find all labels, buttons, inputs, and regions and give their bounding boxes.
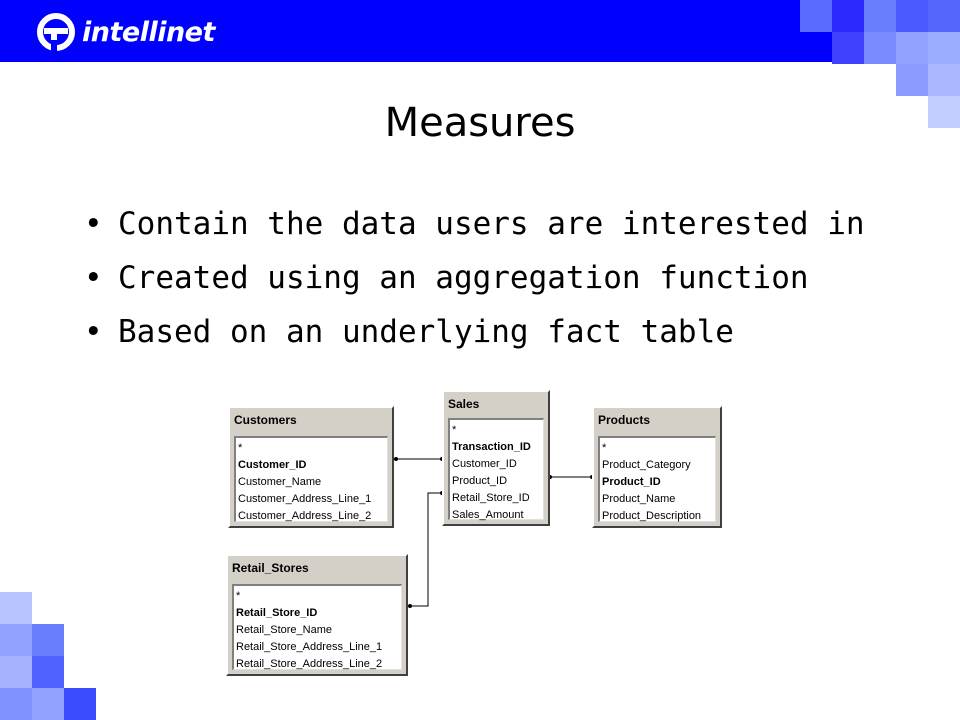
field-list: [448, 418, 544, 520]
table-field: Product_Name: [602, 493, 676, 505]
table-field: Product_ID: [452, 475, 508, 487]
table-field: Transaction_ID: [452, 441, 531, 453]
table-title: Customers: [234, 413, 297, 427]
table-field: Product_ID: [602, 476, 661, 488]
table-customers[interactable]: [228, 406, 394, 528]
table-field: Customer_ID: [452, 458, 517, 470]
bullet-dot-icon: •: [84, 314, 103, 350]
slide-title: Measures: [384, 100, 576, 146]
bullet-text: Contain the data users are interested in: [118, 206, 865, 242]
table-field: Retail_Store_ID: [236, 607, 318, 619]
bullet-text: Created using an aggregation function: [118, 260, 809, 296]
table-field: Customer_Name: [238, 476, 322, 488]
table-retail-stores[interactable]: [226, 554, 408, 676]
table-field: *: [236, 590, 241, 602]
table-field: Retail_Store_Address_Line_1: [236, 641, 383, 653]
table-field: Retail_Store_Name: [236, 624, 332, 636]
relationship-line: [408, 493, 444, 606]
table-field: Retail_Store_ID: [452, 492, 530, 504]
table-field: *: [452, 424, 457, 436]
table-field: Product_Category: [602, 459, 691, 471]
field-list: [234, 436, 388, 522]
bullet-dot-icon: •: [84, 206, 103, 242]
table-field: *: [602, 442, 607, 454]
table-title: Sales: [448, 397, 480, 411]
field-list: [232, 584, 402, 670]
brand-name: intellinet: [82, 16, 215, 48]
bullet-text: Based on an underlying fact table: [118, 314, 734, 350]
table-products[interactable]: [592, 406, 722, 528]
table-field: Product_Description: [602, 510, 702, 522]
relationship-endpoint: [408, 604, 412, 608]
table-field: *: [238, 442, 243, 454]
table-field: Retail_Store_Address_Line_2: [236, 658, 383, 670]
table-field: Customer_ID: [238, 459, 307, 471]
field-list: [598, 436, 716, 522]
table-field: Sales_Amount: [452, 509, 524, 521]
table-field: Customer_Address_Line_2: [238, 510, 372, 522]
relationship-endpoint: [394, 457, 398, 461]
bullet-dot-icon: •: [84, 260, 103, 296]
table-title: Products: [598, 413, 651, 427]
table-sales[interactable]: [442, 390, 550, 526]
table-title: Retail_Stores: [232, 561, 309, 575]
table-field: Customer_Address_Line_1: [238, 493, 372, 505]
